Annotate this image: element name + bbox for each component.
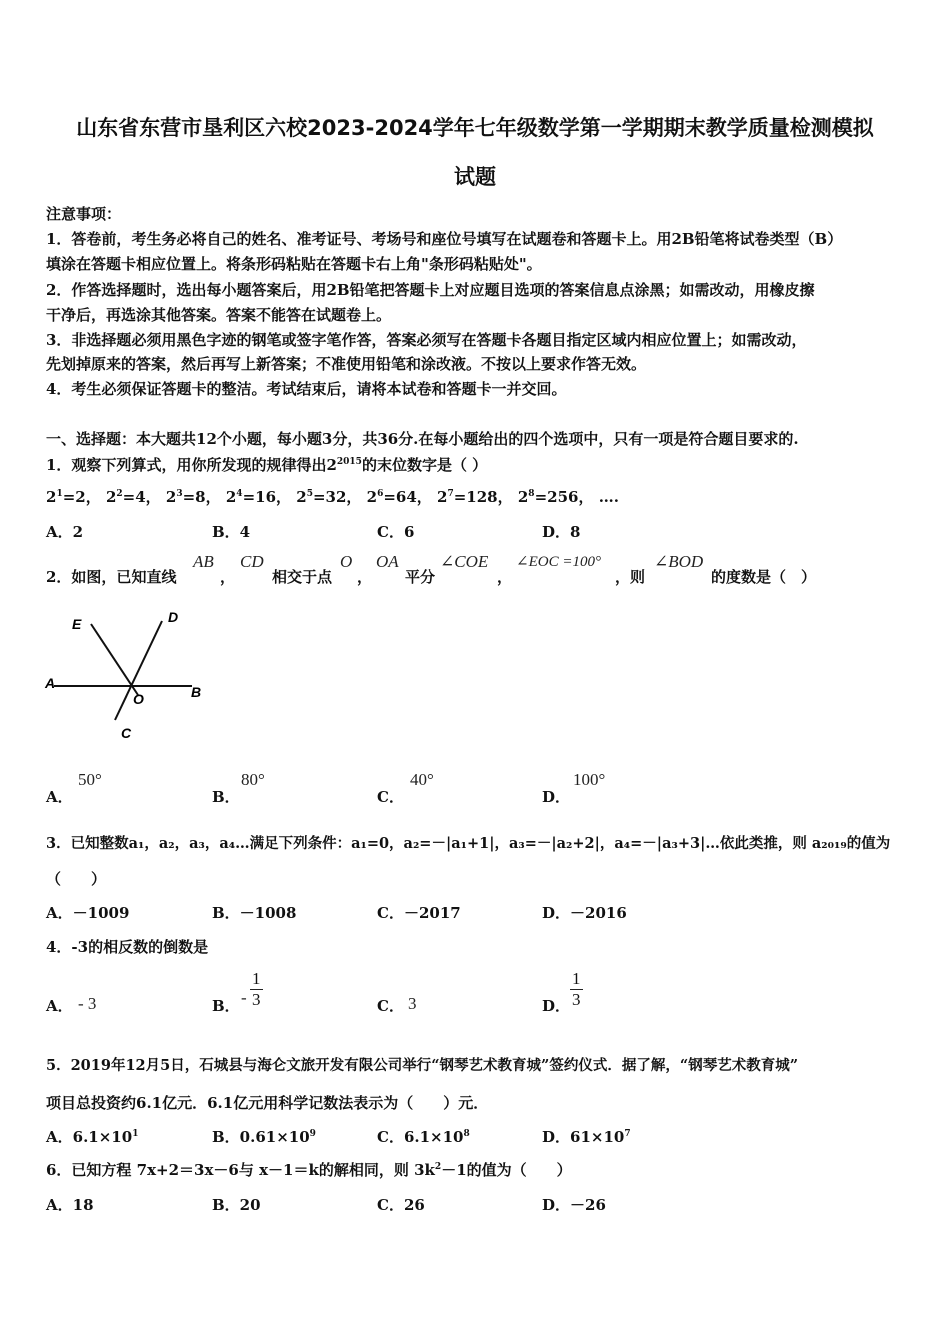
question-1-option-d[interactable]: D．8 (542, 523, 581, 541)
question-2-option-c[interactable]: C． (377, 788, 404, 806)
notice-line: 1．答卷前，考生务必将自己的姓名、准考证号、考场号和座位号填写在试题卷和答题卡上。用2B铅笔将试卷类型（B） (46, 230, 843, 248)
question-3-option-a[interactable]: A．－1009 (46, 904, 130, 922)
math-o: O (340, 552, 353, 571)
question-1-option-b[interactable]: B．4 (212, 523, 251, 541)
label-c: C (121, 725, 132, 741)
notice-line: 干净后，再选涂其他答案。答案不能答在试题卷上。 (46, 306, 392, 324)
question-2-stem: 相交于点 (272, 568, 333, 586)
math-angle-eoc: ∠EOC =100° (516, 554, 601, 570)
separator: ， (497, 568, 513, 586)
question-2-option-c-value: 40° (410, 770, 434, 789)
minus-sign: - (241, 988, 247, 1007)
label-b: B (191, 684, 202, 700)
question-2-stem: 的度数是（ ） (711, 568, 817, 586)
question-5-stem: 5．2019年12月5日，石城县与海仑文旅开发有限公司举行“钢琴艺术教育城”签约仪式．据了解，“钢琴艺术教育城” (46, 1057, 799, 1074)
question-2-figure (40, 605, 220, 745)
notice-line: 2．作答选择题时，选出每小题答案后，用2B铅笔把答题卡上对应题目选项的答案信息点涂黑；如需改动，用橡皮擦 (46, 281, 815, 299)
question-4-option-a[interactable]: A． (46, 997, 73, 1015)
separator: ， (357, 568, 373, 586)
math-cd: CD (240, 552, 264, 571)
question-4-option-d[interactable]: D． (542, 997, 571, 1015)
label-a: A (45, 675, 56, 691)
separator: ， (220, 568, 236, 586)
question-6-option-d[interactable]: D．－26 (542, 1196, 606, 1214)
question-6-option-a[interactable]: A．18 (46, 1196, 94, 1214)
question-2-stem: 平分 (405, 568, 436, 586)
question-4-option-a-value: - 3 (78, 994, 97, 1013)
question-3-stem: （ ） (46, 870, 107, 888)
math-angle-bod: ∠BOD (654, 552, 704, 571)
notice-line: 4．考生必须保证答题卡的整洁。考试结束后，请将本试卷和答题卡一并交回。 (46, 380, 567, 398)
question-3-stem: 3．已知整数a₁，a₂，a₃，a₄…满足下列条件：a₁=0，a₂=－|a₁+1|，a₃=－|a₂+2|，a₄=－|a₃+3|…依此类推，则 a₂₀₁₉的值为 (46, 835, 891, 852)
question-2-option-d-value: 100° (573, 770, 606, 789)
label-d: D (168, 609, 179, 625)
question-6-option-b[interactable]: B．20 (212, 1196, 261, 1214)
notice-line: 先划掉原来的答案，然后再写上新答案；不准使用铅笔和涂改液。不按以上要求作答无效。 (46, 355, 647, 373)
question-6-option-c[interactable]: C．26 (377, 1196, 425, 1214)
question-3-option-d[interactable]: D．－2016 (542, 904, 627, 922)
question-3-option-b[interactable]: B．－1008 (212, 904, 297, 922)
label-o: O (133, 691, 144, 707)
question-4-stem: 4．-3的相反数的倒数是 (46, 938, 209, 956)
question-2-stem: 2．如图，已知直线 (46, 568, 177, 586)
notice-line: 3．非选择题必须用黑色字迹的钢笔或签字笔作答，答案必须写在答题卡各题目指定区域内相应位置上；如需改动， (46, 331, 807, 349)
question-5-option-d[interactable]: D．$61\times 10^7$ (542, 1128, 631, 1146)
question-2-option-b-value: 80° (241, 770, 265, 789)
question-1-option-a[interactable]: A．2 (46, 523, 84, 541)
question-2-stem: ，则 (615, 568, 646, 586)
fraction-one-third: $\frac{1}{3}$ (572, 969, 581, 1009)
question-5-option-a[interactable]: A．$6.1\times 10^1$ (46, 1128, 139, 1146)
question-2-option-b[interactable]: B． (212, 788, 240, 806)
question-6-stem: 6．已知方程 7x+2＝3x－6与 x－1＝k的解相同，则 $3k^2-1$的值为（ ） (46, 1161, 572, 1179)
question-4-option-c[interactable]: C． (377, 997, 404, 1015)
notice-line: 填涂在答题卡相应位置上。将条形码粘贴在答题卡右上角"条形码粘贴处"。 (46, 255, 542, 273)
fraction-one-third: $\frac{1}{3}$ (252, 969, 261, 1009)
question-5-stem: 项目总投资约6.1亿元．6.1亿元用科学记数法表示为（ ）元． (46, 1094, 489, 1112)
question-5-option-b[interactable]: B．$0.61\times 10^9$ (212, 1128, 316, 1146)
page-title-cont: 试题 (454, 165, 496, 189)
page-title: 山东省东营市垦利区六校2023-2024学年七年级数学第一学期期末教学质量检测模拟 (76, 116, 874, 140)
question-2-option-a-value: 50° (78, 770, 102, 789)
question-4-option-c-value: 3 (408, 994, 417, 1013)
label-e: E (72, 616, 82, 632)
math-ab: AB (193, 552, 214, 571)
question-3-option-c[interactable]: C．－2017 (377, 904, 461, 922)
question-2-option-d[interactable]: D． (542, 788, 571, 806)
math-oa: OA (376, 552, 399, 571)
notice-heading: 注意事项： (46, 205, 122, 223)
question-2-option-a[interactable]: A． (46, 788, 73, 806)
question-1-option-c[interactable]: C．6 (377, 523, 415, 541)
question-1-series: $2^1=2$， $2^2=4$， $2^3=8$， $2^4=16$， $2^5=32$， $2^6=64$， $2^7=128$， $2^8=256$， …. (46, 488, 619, 506)
section-heading: 一、选择题：本大题共12个小题，每小题3分，共36分.在每小题给出的四个选项中，只有一项是符合题目要求的. (46, 430, 799, 448)
question-5-option-c[interactable]: C．$6.1\times 10^8$ (377, 1128, 470, 1146)
question-4-option-b[interactable]: B． (212, 997, 240, 1015)
math-angle-coe: ∠COE (440, 552, 489, 571)
question-1-stem: 1．观察下列算式，用你所发现的规律得出$2^{2015}$的末位数字是（ ） (46, 456, 488, 474)
